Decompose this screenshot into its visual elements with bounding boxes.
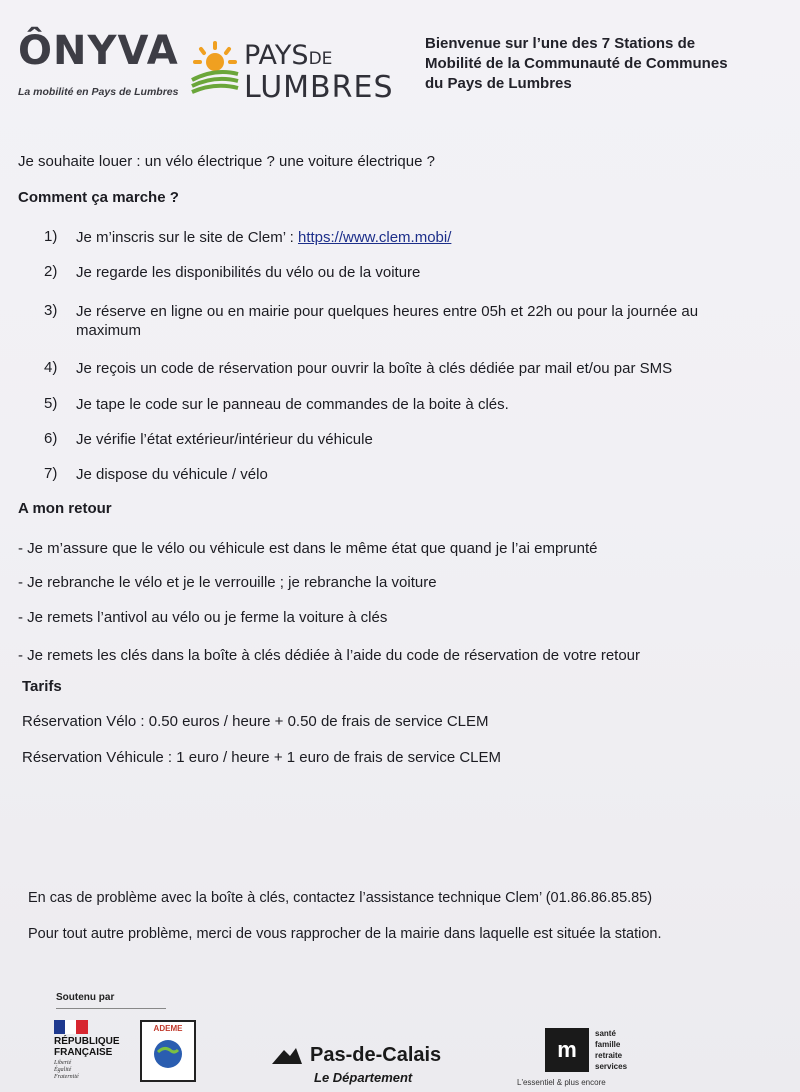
pays-word: PAYS <box>244 40 309 71</box>
step-text: Je dispose du véhicule / vélo <box>76 466 268 483</box>
welcome-line: Bienvenue sur l’une des 7 Stations de <box>425 35 696 52</box>
msa-mark-icon: m <box>545 1028 589 1072</box>
step-text-continued: maximum <box>76 322 142 339</box>
clem-website-link[interactable]: https://www.clem.mobi/ <box>298 229 452 246</box>
msa-logo <box>515 1028 665 1090</box>
return-item: - Je rebranche le vélo et je le verrouille ; je rebranche la voiture <box>18 574 437 591</box>
contact-line: Pour tout autre problème, merci de vous rapprocher de la mairie dans laquelle est située la station. <box>28 926 662 942</box>
step-number: 2) <box>44 263 58 280</box>
step-text: Je tape le code sur le panneau de commandes de la boite à clés. <box>76 396 509 413</box>
msa-words <box>595 1028 627 1072</box>
welcome-line: Mobilité de la Communauté de Communes <box>425 55 728 72</box>
globe-icon <box>152 1038 184 1070</box>
return-item: - Je remets les clés dans la boîte à clés dédiée à l’aide du code de réservation de votre retour <box>18 647 641 664</box>
tarif-line: Réservation Véhicule : 1 euro / heure + 1 euro de frais de service CLEM <box>22 749 502 766</box>
welcome-heading <box>425 34 785 94</box>
onyva-logo-text: ÔNYVA <box>18 28 179 74</box>
msa-tagline: L'essentiel & plus encore <box>517 1078 606 1087</box>
sun-fields-icon <box>190 40 240 94</box>
how-it-works-title: Comment ça marche ? <box>18 189 179 206</box>
pdc-name: Pas-de-Calais <box>310 1044 442 1066</box>
step-text: Je reçois un code de réservation pour ouvrir la boîte à clés dédiée par mail et/ou par SMS <box>76 360 673 377</box>
step-text: Je réserve en ligne ou en mairie pour quelques heures entre 05h et 22h ou pour la journée au <box>76 303 699 320</box>
step-number: 5) <box>44 395 58 412</box>
msa-word: santé <box>595 1029 616 1038</box>
intro-question: Je souhaite louer : un vélo électrique ? une voiture électrique ? <box>18 153 435 170</box>
rf-text <box>54 1036 120 1058</box>
step-number: 1) <box>44 228 58 245</box>
pays-logo-line2: LUMBRES <box>244 70 394 105</box>
step-number: 7) <box>44 465 58 482</box>
msa-word: famille <box>595 1040 621 1049</box>
welcome-line: du Pays de Lumbres <box>425 75 572 92</box>
return-title: A mon retour <box>18 500 112 517</box>
return-item: - Je m’assure que le vélo ou véhicule est dans le même état que quand je l’ai emprunté <box>18 540 598 557</box>
ademe-text: ADEME <box>153 1024 183 1033</box>
pays-logo-line1 <box>244 40 332 71</box>
rf-motto <box>54 1060 79 1081</box>
republique-francaise-logo <box>54 1020 134 1084</box>
pdc-chevron-icon <box>270 1046 304 1066</box>
step-text <box>76 228 451 247</box>
return-item: - Je remets l’antivol au vélo ou je ferme la voiture à clés <box>18 609 388 626</box>
motto-word: Liberté <box>54 1060 72 1066</box>
pdc-subtitle: Le Département <box>314 1070 413 1085</box>
step-number: 4) <box>44 359 58 376</box>
motto-word: Égalité <box>54 1067 72 1073</box>
msa-word: services <box>595 1062 628 1071</box>
step-text: Je vérifie l’état extérieur/intérieur du véhicule <box>76 431 373 448</box>
tarifs-title: Tarifs <box>22 678 62 695</box>
motto-word: Fraternité <box>54 1074 79 1080</box>
pas-de-calais-logo <box>270 1042 470 1086</box>
step-number: 3) <box>44 302 58 319</box>
onyva-logo <box>18 28 183 100</box>
step-1-text: Je m’inscris sur le site de Clem’ : <box>76 229 298 246</box>
divider <box>56 1008 166 1009</box>
step-text: Je regarde les disponibilités du vélo ou de la voiture <box>76 264 421 281</box>
rf-line: RÉPUBLIQUE <box>54 1036 120 1047</box>
ademe-logo <box>140 1020 196 1082</box>
onyva-tagline: La mobilité en Pays de Lumbres <box>18 86 179 98</box>
de-word: DE <box>308 49 333 69</box>
step-number: 6) <box>44 430 58 447</box>
msa-word: retraite <box>595 1051 623 1060</box>
french-flag-icon <box>54 1020 88 1034</box>
supported-by-label: Soutenu par <box>56 992 115 1003</box>
pays-de-lumbres-logo <box>190 36 405 105</box>
tarif-line: Réservation Vélo : 0.50 euros / heure + 0.50 de frais de service CLEM <box>22 713 489 730</box>
contact-line: En cas de problème avec la boîte à clés, contactez l’assistance technique Clem’ (01.86.86.85.85) <box>28 890 653 906</box>
rf-line: FRANÇAISE <box>54 1047 113 1058</box>
